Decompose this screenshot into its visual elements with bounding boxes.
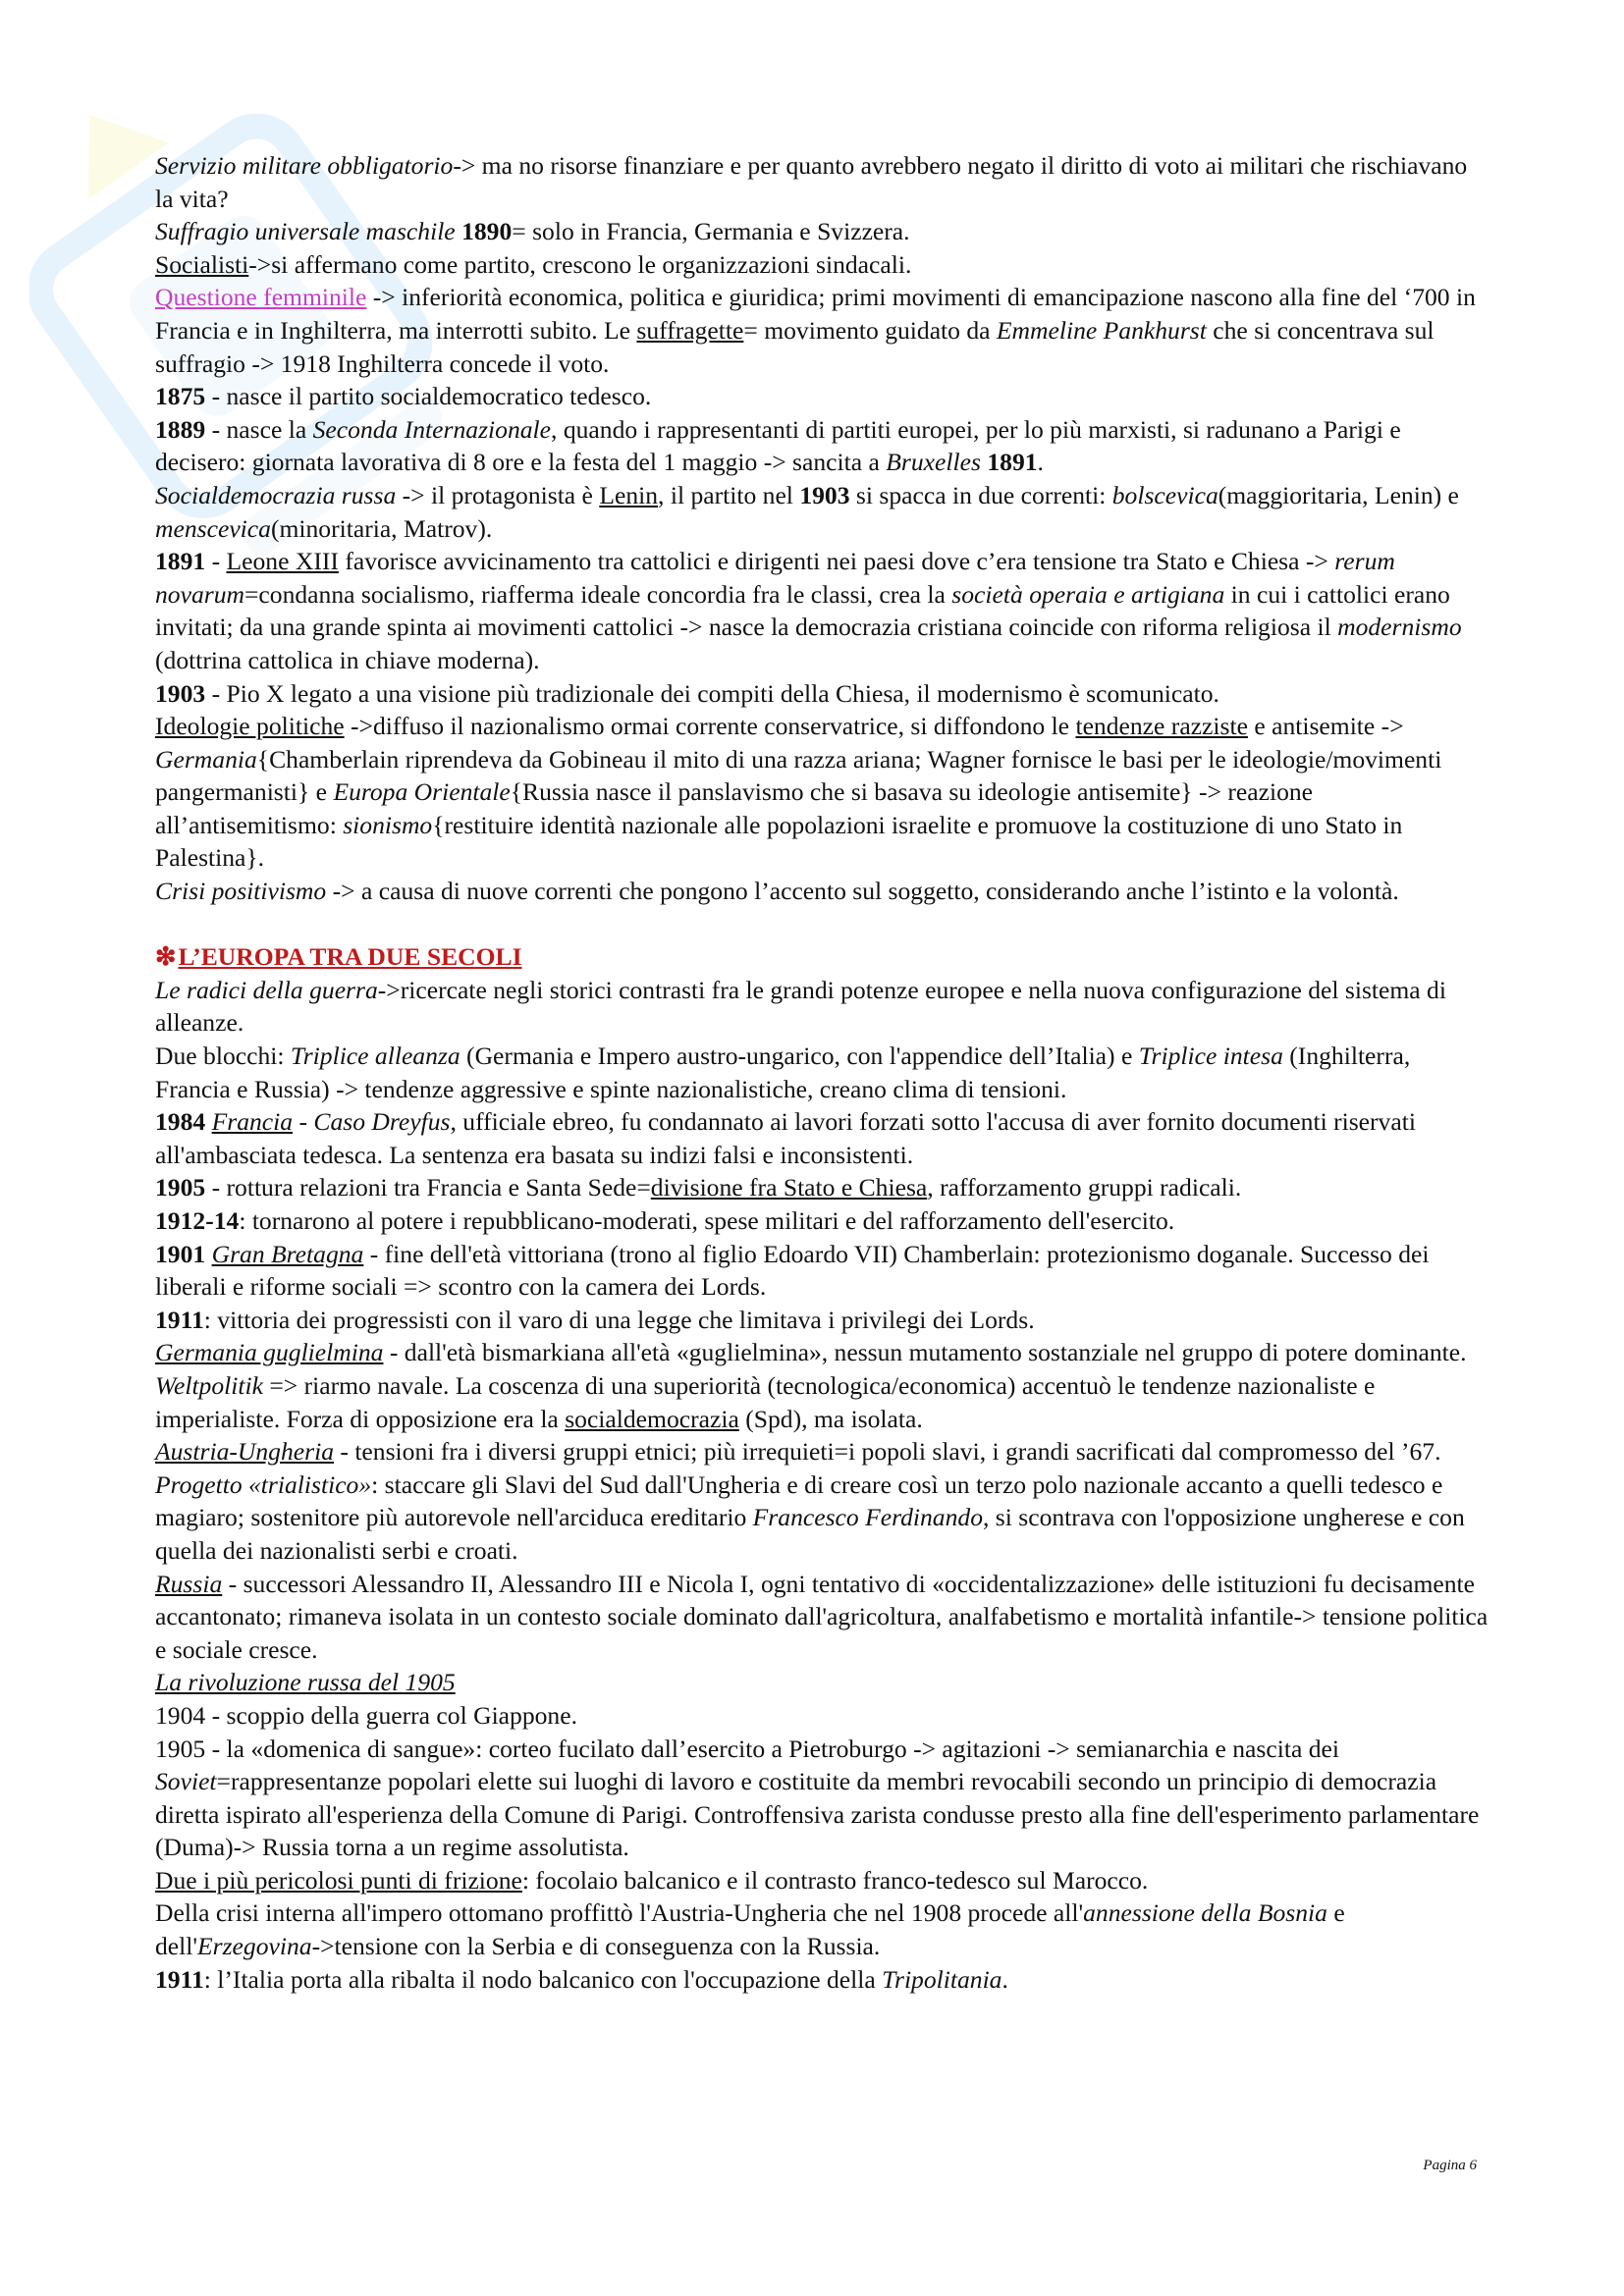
term-suffragio: Suffragio universale maschile bbox=[155, 217, 456, 246]
para-ideologie-politiche bbox=[155, 710, 1490, 875]
text: . bbox=[1001, 1964, 1008, 1994]
text: -> inferiorità economica, politica e giuridica; primi movimenti di emancipazione nascono alla fine del ‘700 in Francia e in Inghilterra, ma interrotti subito. Le bbox=[155, 283, 1476, 345]
year: 1911 bbox=[155, 1964, 204, 1994]
text: , il partito nel bbox=[658, 480, 800, 509]
para-radici-guerra bbox=[155, 974, 1490, 1040]
text: 1904 - scoppio della guerra col Giappone. bbox=[155, 1700, 577, 1730]
year: 1901 bbox=[155, 1239, 206, 1268]
text: Della crisi interna all'impero ottomano proffittò l'Austria-Ungheria che nel 1908 procede all' bbox=[155, 1898, 1084, 1928]
term-annessione-bosnia: annessione della Bosnia bbox=[1083, 1898, 1327, 1928]
year: 1891 bbox=[987, 448, 1038, 477]
page-number: Pagina 6 bbox=[1423, 2158, 1477, 2173]
text: , quando i rappresentanti di partiti europei, per lo più marxisti, si radunano a Parigi e decisero: giornata lavorativa di 8 ore e la festa del 1 maggio -> sancita a bbox=[155, 414, 1401, 477]
text: -> ma no risorse finanziare e per quanto avrebbero negato il diritto di voto ai militari che rischiavano la vita? bbox=[155, 151, 1468, 213]
term-bolscevica: bolscevica bbox=[1111, 480, 1218, 509]
para-1889 bbox=[155, 413, 1490, 479]
spacer bbox=[155, 908, 1490, 941]
para-crisi-positivismo bbox=[155, 875, 1490, 908]
para-servizio bbox=[155, 149, 1490, 215]
text: =rappresentanze popolari elette sui luoghi di lavoro e costituite da membri revocabili secondo un principio di democrazia diretta ispirato all'esperienza della Comune di Parigi. Controffensiva zarista condusse presto alla fine dell'esperimento parlamentare (Duma)-> Russia torna a un regime assolutista. bbox=[155, 1767, 1480, 1862]
text: - fine dell'età vittoriana (trono al figlio Edoardo VII) Chamberlain: protezionismo doganale. Successo dei liberali e riforme sociali => scontro con la camera dei Lords. bbox=[155, 1239, 1430, 1302]
term-pankhurst: Emmeline Pankhurst bbox=[996, 315, 1207, 345]
text: in cui i cattolici erano invitati; da una grande spinta ai movimenti cattolici -> nasce la democrazia cristiana coincide con riforma religiosa il bbox=[155, 579, 1450, 642]
year: 1890 bbox=[461, 217, 513, 246]
term-menscevica: menscevica bbox=[155, 513, 271, 543]
year: 1911 bbox=[155, 1305, 204, 1334]
year: 1903 bbox=[799, 480, 850, 509]
text: - dall'età bismarkiana all'età «guglielmina», nessun mutamento sostanziale nel gruppo di potere dominante. bbox=[383, 1338, 1467, 1367]
text: favorisce avvicinamento tra cattolici e dirigenti nei paesi dove c’era tensione tra Stato e Chiesa -> bbox=[338, 547, 1335, 576]
text: ->ricercate negli storici contrasti fra le grandi potenze europee e nella nuova configurazione del sistema di alleanze. bbox=[155, 975, 1446, 1038]
text: e dell' bbox=[155, 1898, 1345, 1961]
text: - Pio X legato a una visione più tradizionale dei compiti della Chiesa, il modernismo è scomunicato. bbox=[205, 678, 1219, 708]
year: 1912-14 bbox=[155, 1206, 240, 1235]
text: -> il protagonista è bbox=[396, 480, 600, 509]
text: che si concentrava sul suffragio -> 1918 Inghilterra concede il voto. bbox=[155, 315, 1435, 378]
term-triplice-alleanza: Triplice alleanza bbox=[290, 1041, 460, 1071]
term-sionismo: sionismo bbox=[343, 810, 433, 839]
year: 1889 bbox=[155, 414, 206, 444]
para-socialisti bbox=[155, 248, 1490, 282]
term-caso-dreyfus: Caso Dreyfus bbox=[313, 1107, 451, 1137]
term-radici-guerra: Le radici della guerra bbox=[155, 975, 378, 1004]
para-austria-ungheria bbox=[155, 1435, 1490, 1567]
para-1984-francia bbox=[155, 1105, 1490, 1171]
para-germania-guglielmina bbox=[155, 1336, 1490, 1435]
term-germania: Germania bbox=[155, 744, 257, 774]
term-socialdemocrazia-russa: Socialdemocrazia russa bbox=[155, 480, 397, 509]
para-1911-lords bbox=[155, 1304, 1490, 1337]
term-francesco-ferdinando: Francesco Ferdinando bbox=[752, 1503, 983, 1532]
text: {Russia nasce il panslavismo che si basava su ideologie antisemite} -> reazione all’antisemitismo: bbox=[155, 777, 1314, 839]
text: - rottura relazioni tra Francia e Santa Sede= bbox=[205, 1173, 651, 1202]
text: (maggioritaria, Lenin) e bbox=[1218, 480, 1459, 509]
term-weltpolitik: Weltpolitik bbox=[155, 1370, 263, 1400]
term-divisione-stato-chiesa: divisione fra Stato e Chiesa bbox=[650, 1173, 928, 1202]
term-suffragette: suffragette bbox=[636, 315, 744, 345]
text: (dottrina cattolica in chiave moderna). bbox=[155, 645, 540, 674]
text: - nasce il partito socialdemocratico tedesco. bbox=[205, 382, 652, 411]
term-germania-guglielmina: Germania guglielmina bbox=[155, 1338, 384, 1367]
para-due-blocchi bbox=[155, 1040, 1490, 1105]
text: (Spd), ma isolata. bbox=[738, 1404, 923, 1433]
year: 1905 bbox=[155, 1173, 206, 1202]
text: : vittoria dei progressisti con il varo di una legge che limitava i privilegi dei Lords. bbox=[203, 1305, 1035, 1334]
para-1905 bbox=[155, 1171, 1490, 1204]
text: -> a causa di nuove correnti che pongono l’accento sul soggetto, considerando anche l’istinto e la volontà. bbox=[326, 877, 1399, 906]
text: si spacca in due correnti: bbox=[849, 480, 1112, 509]
text: = solo in Francia, Germania e Svizzera. bbox=[512, 217, 910, 246]
text: , si scontrava con l'opposizione ungherese e con quella dei nazionalisti serbi e croati. bbox=[155, 1503, 1465, 1565]
para-1875 bbox=[155, 380, 1490, 413]
term-socialisti: Socialisti bbox=[155, 249, 249, 279]
text: : staccare gli Slavi del Sud dall'Ungheria e di creare così un terzo polo nazionale accanto a quelli tedesco e magiaro; sostenitore più autorevole nell'arciduca ereditario bbox=[155, 1469, 1443, 1532]
term-rivoluzione-russa-1905: La rivoluzione russa del 1905 bbox=[155, 1668, 456, 1697]
para-crisi-ottomana bbox=[155, 1896, 1490, 1962]
term-punti-frizione: Due i più pericolosi punti di frizione bbox=[155, 1865, 522, 1895]
para-punti-frizione bbox=[155, 1864, 1490, 1897]
text: : focolaio balcanico e il contrasto franco-tedesco sul Marocco. bbox=[521, 1865, 1149, 1895]
para-1904 bbox=[155, 1699, 1490, 1733]
para-1911-italia bbox=[155, 1963, 1490, 1997]
text: (Germania e Impero austro-ungarico, con l'appendice dell’Italia) e bbox=[460, 1041, 1139, 1071]
subheading-rivoluzione-russa bbox=[155, 1666, 1490, 1699]
year: 1891 bbox=[155, 547, 206, 576]
term-tripolitania: Tripolitania bbox=[882, 1964, 1002, 1994]
text: e antisemite -> bbox=[1247, 712, 1404, 741]
text: , rafforzamento gruppi radicali. bbox=[927, 1173, 1242, 1202]
text: . bbox=[1037, 448, 1044, 477]
text: : l’Italia porta alla ribalta il nodo balcanico con l'occupazione della bbox=[203, 1964, 883, 1994]
term-progetto-trialistico: Progetto «trialistico» bbox=[155, 1469, 372, 1499]
heading-europa-tra-due-secoli: L’EUROPA TRA DUE SECOLI bbox=[178, 942, 522, 972]
text: {Chamberlain riprendeva da Gobineau il mito di una razza ariana; Wagner fornisce le basi per le ideologie/movimenti pangermanisti} e bbox=[155, 744, 1442, 807]
para-1903 bbox=[155, 677, 1490, 711]
para-1912-14 bbox=[155, 1204, 1490, 1238]
text: ->tensione con la Serbia e di conseguenza con la Russia. bbox=[311, 1932, 881, 1961]
para-socialdemocrazia-russa bbox=[155, 479, 1490, 545]
term-rerum-novarum: rerum novarum bbox=[155, 547, 1395, 609]
text: = movimento guidato da bbox=[743, 315, 997, 345]
text: {restituire identità nazionale alle popolazioni israelite e promuove la costituzione di uno Stato in Palestina}. bbox=[155, 810, 1403, 873]
text: - tensioni fra i diversi gruppi etnici; più irrequieti=i popoli slavi, i grandi sacrificati dal compromesso del ’67. bbox=[334, 1437, 1441, 1467]
page-text bbox=[155, 149, 1490, 1996]
para-1905-domenica-sangue bbox=[155, 1733, 1490, 1864]
term-seconda-internazionale: Seconda Internazionale bbox=[312, 414, 552, 444]
term-francia: Francia bbox=[211, 1107, 294, 1137]
para-questione-femminile bbox=[155, 281, 1490, 380]
term-crisi-positivismo: Crisi positivismo bbox=[155, 877, 327, 906]
term-servizio: Servizio militare obbligatorio bbox=[155, 151, 454, 180]
text: : tornarono al potere i repubblicano-moderati, spese militari e del rafforzamento dell'esercito. bbox=[239, 1206, 1175, 1235]
term-tendenze-razziste: tendenze razziste bbox=[1075, 712, 1248, 741]
term-austria-ungheria: Austria-Ungheria bbox=[155, 1437, 334, 1467]
term-erzegovina: Erzegovina bbox=[197, 1932, 312, 1961]
text: - bbox=[205, 547, 227, 576]
text: ->diffuso il nazionalismo ormai corrente conservatrice, si diffondono le bbox=[344, 712, 1076, 741]
term-europa-orientale: Europa Orientale bbox=[333, 777, 511, 807]
text: (minoritaria, Matrov). bbox=[270, 513, 493, 543]
term-societa-operaia: società operaia e artigiana bbox=[951, 579, 1225, 609]
text: =condanna socialismo, riafferma ideale concordia fra le classi, crea la bbox=[244, 579, 952, 609]
term-modernismo: modernismo bbox=[1337, 613, 1462, 642]
term-bruxelles: Bruxelles bbox=[886, 448, 981, 477]
text: - nasce la bbox=[205, 414, 313, 444]
year: 1903 bbox=[155, 678, 206, 708]
text: ->si affermano come partito, crescono le organizzazioni sindacali. bbox=[248, 249, 912, 279]
text: (Inghilterra, Francia e Russia) -> tendenze aggressive e spinte nazionalistiche, creano clima di tensioni. bbox=[155, 1041, 1411, 1103]
sparkle-icon: ❇ bbox=[155, 942, 177, 972]
term-leone-xiii: Leone XIII bbox=[226, 547, 339, 576]
term-russia: Russia bbox=[155, 1569, 223, 1598]
section-heading bbox=[155, 940, 1490, 974]
term-triplice-intesa: Triplice intesa bbox=[1138, 1041, 1283, 1071]
para-suffragio bbox=[155, 215, 1490, 248]
term-soviet: Soviet bbox=[155, 1767, 217, 1796]
term-lenin: Lenin bbox=[599, 480, 659, 509]
year: 1875 bbox=[155, 382, 206, 411]
text: Due blocchi: bbox=[155, 1041, 291, 1071]
para-1891 bbox=[155, 545, 1490, 676]
text: => riarmo navale. La coscenza di una superiorità (tecnologica/economica) accentuò le tendenze nazionaliste e imperialiste. Forza di opposizione era la bbox=[155, 1370, 1376, 1433]
term-socialdemocrazia: socialdemocrazia bbox=[565, 1404, 739, 1433]
term-gran-bretagna: Gran Bretagna bbox=[211, 1239, 364, 1268]
year: 1984 bbox=[155, 1107, 206, 1137]
text: 1905 - la «domenica di sangue»: corteo fucilato dall’esercito a Pietroburgo -> agitazioni -> semianarchia e nascita dei bbox=[155, 1734, 1339, 1763]
link-questione-femminile[interactable]: Questione femminile bbox=[155, 283, 367, 312]
para-1901-gran-bretagna bbox=[155, 1238, 1490, 1304]
para-russia bbox=[155, 1568, 1490, 1667]
term-ideologie-politiche: Ideologie politiche bbox=[155, 712, 345, 741]
text: - bbox=[293, 1107, 314, 1137]
text: - successori Alessandro II, Alessandro III e Nicola I, ogni tentativo di «occidentalizzazione» delle istituzioni fu decisamente accantonato; rimaneva isolata in un contesto sociale dominato dall'agricoltura, analfabetismo e mortalità infantile-> tensione politica e sociale cresce. bbox=[155, 1569, 1489, 1664]
text: , ufficiale ebreo, fu condannato ai lavori forzati sotto l'accusa di aver fornito documenti riservati all'ambasciata tedesca. La sentenza era basata su indizi falsi e inconsistenti. bbox=[155, 1107, 1416, 1169]
